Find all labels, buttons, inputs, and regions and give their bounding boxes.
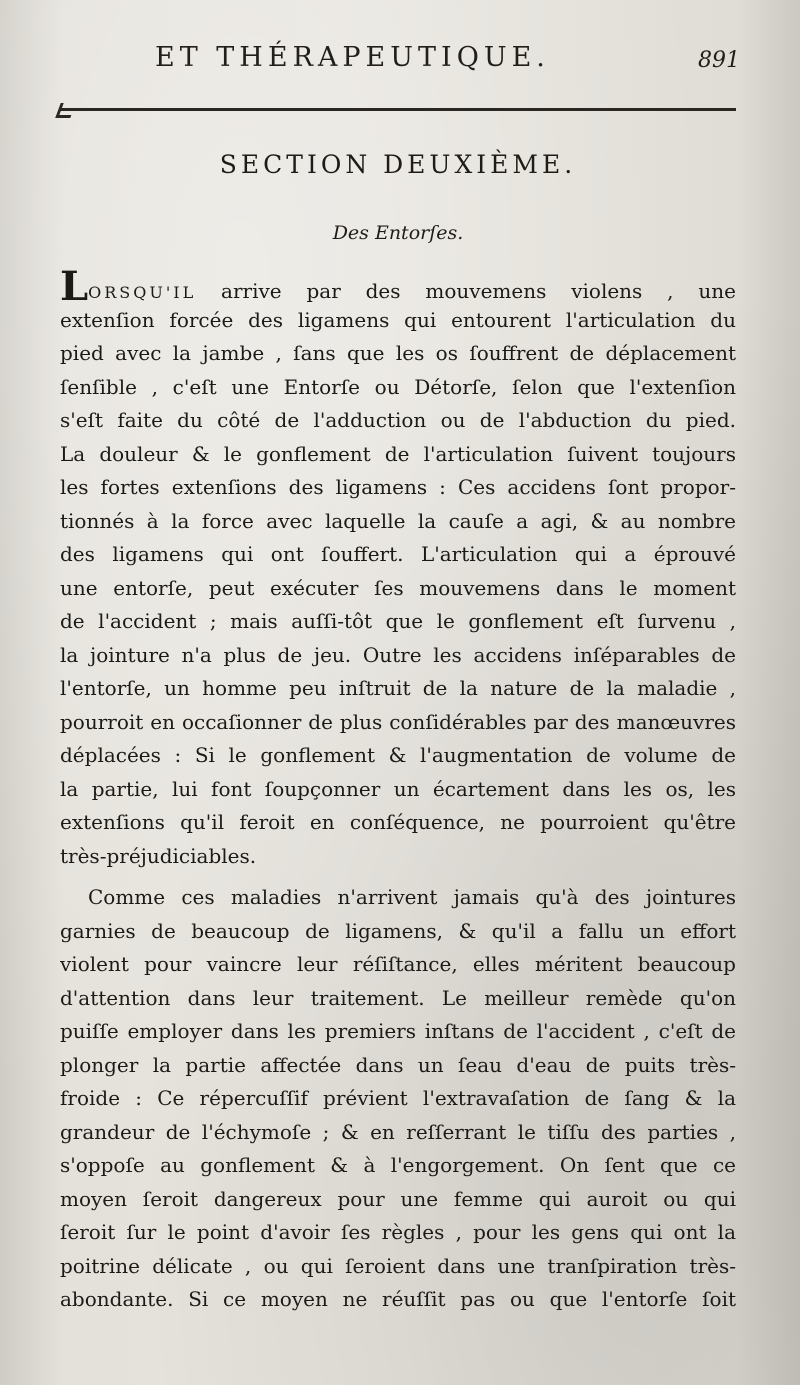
drop-cap: L [60,270,89,304]
text-line: pied avec la jambe , ſans que les os ſouffrent de déplacement [60,341,736,365]
header-rule [60,108,736,111]
text-line: puiſſe employer dans les premiers inſtans de l'accident , c'eſt de [60,1019,736,1043]
text-line: poitrine délicate , ou qui ſeroient dans une tranſpiration très- [60,1253,736,1278]
text-line: froide : Ce répercuſſif prévient l'extravaſation de ſang & la [60,1086,736,1110]
text-line: abondante. Si ce moyen ne réuſſit pas ou que l'entorſe ſoit [60,1287,736,1311]
text-line: très-préjudiciables. [60,843,257,868]
text-line: de l'accident ; mais auſſi-tôt que le gonflement eſt ſurvenu , [60,609,736,633]
body-text [60,270,736,1317]
text-line: déplacées : Si le gonflement & l'augmentation de volume de [60,743,736,767]
line-text: arrive par des mouvemens violens , une [196,279,736,303]
text-line: tionnés à la force avec laquelle la cauſe a agi, & au nombre [60,508,736,533]
paragraph-2 [60,881,736,1317]
text-line: une entorſe, peut exécuter ſes mouvemens dans le moment [60,575,736,600]
text-line: garnies de beaucoup de ligamens, & qu'il a fallu un effort [60,918,736,943]
paragraph-1 [60,270,736,873]
opening-smallcaps: ORSQU'IL [88,283,197,302]
text-line: plonger la partie affectée dans un ſeau d'eau de puits très- [60,1052,736,1077]
text-line: violent pour vaincre leur réſiſtance, elles méritent beaucoup [60,952,736,976]
text-line: extenſions qu'il feroit en conſéquence, ne pourroient qu'être [60,810,736,834]
text-line: ſenſible , c'eſt une Entorſe ou Détorſe, ſelon que l'extenſion [60,374,736,399]
text-line: la partie, lui font ſoupçonner un écartement dans les os, les [60,776,736,801]
text-line: les fortes extenſions des ligamens : Ces accidens ſont propor- [60,475,736,499]
running-head [60,40,740,80]
section-heading: SECTION DEUXIÈME. [219,150,577,179]
text-line: Comme ces maladies n'arrivent jamais qu'à des jointures [88,885,736,909]
text-line: grandeur de l'échymoſe ; & en reſſerrant le tiſſu des parties , [60,1119,736,1144]
running-title: ET THÉRAPEUTIQUE. [155,42,550,73]
section-subheading: Des Entorſes. [332,222,464,244]
text-line: s'eſt faite du côté de l'adduction ou de l'abduction du pied. [60,408,736,432]
text-line: l'entorſe, un homme peu inſtruit de la nature de la maladie , [60,676,736,700]
text-line: moyen ſeroit dangereux pour une femme qui auroit ou qui [60,1186,736,1211]
text-line: pourroit en occaſionner de plus conſidérables par des manœuvres [60,709,736,734]
text-line: des ligamens qui ont ſouffert. L'articulation qui a éprouvé [60,542,736,566]
text-line: la jointure n'a plus de jeu. Outre les accidens inſéparables de [60,642,736,667]
text-line: ſeroit ſur le point d'avoir ſes règles , pour les gens qui ont la [60,1220,736,1244]
text-line [60,270,736,304]
text-line: La douleur & le gonflement de l'articulation ſuivent toujours [60,441,736,466]
text-line: s'oppoſe au gonflement & à l'engorgement. On ſent que ce [60,1153,736,1177]
text-line: extenſion forcée des ligamens qui entourent l'articulation du [60,307,736,332]
text-line: d'attention dans leur traitement. Le meilleur remède qu'on [60,985,736,1010]
page-number: 891 [698,48,740,73]
